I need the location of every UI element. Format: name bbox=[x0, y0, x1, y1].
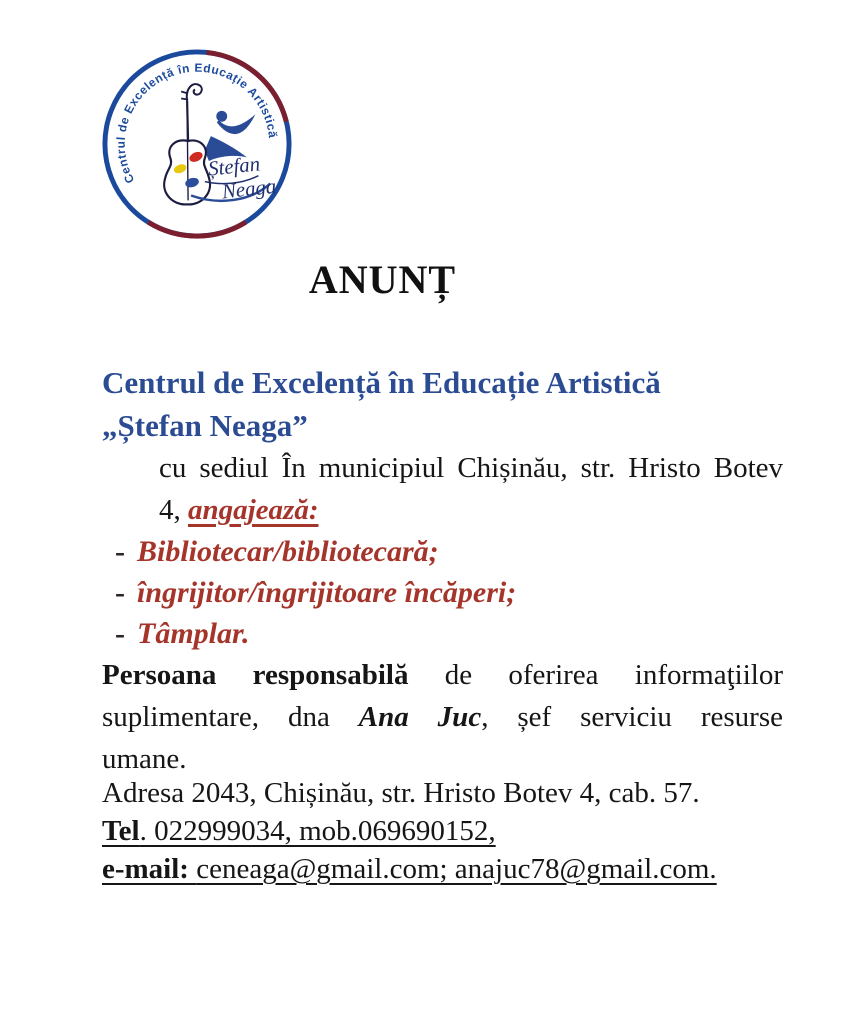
text-run: , șef serviciu resurse bbox=[481, 701, 783, 733]
intro-paragraph bbox=[102, 447, 783, 531]
intro-line-1: cu sediul În municipiul Chișinău, str. Hristo Botev bbox=[159, 452, 783, 484]
responsible-line-3: umane. bbox=[102, 743, 187, 775]
svg-text:Neaga: Neaga bbox=[220, 174, 278, 204]
org-heading-line-2: „Ștefan Neaga” bbox=[102, 408, 308, 443]
email-label: e-mail: bbox=[102, 853, 189, 885]
responsible-line-1 bbox=[102, 654, 783, 696]
email-addresses: ceneaga@gmail.com; anajuc78@gmail.com. bbox=[196, 853, 717, 885]
job-list bbox=[102, 531, 783, 654]
job-item-label: Tâmplar. bbox=[137, 617, 250, 650]
logo-arc-text: Centrul de Excelență în Educație Artistică bbox=[113, 60, 281, 186]
text-run: suplimentare, dna bbox=[102, 701, 359, 733]
org-heading bbox=[102, 361, 783, 447]
job-item bbox=[115, 531, 783, 572]
org-heading-line-1: Centrul de Excelență în Educație Artistică bbox=[102, 365, 661, 400]
responsible-paragraph bbox=[102, 654, 783, 780]
intro-line-2 bbox=[102, 489, 783, 531]
phone-label: Tel bbox=[102, 815, 140, 847]
email-line bbox=[102, 850, 783, 888]
text-run: de oferirea informaţiilor bbox=[408, 659, 783, 691]
responsible-person-label: Persoana responsabilă bbox=[102, 659, 409, 691]
job-item-dash: - bbox=[115, 535, 125, 568]
address-line: Adresa 2043, Chișinău, str. Hristo Botev 4, cab. 57. bbox=[102, 777, 700, 809]
job-item-label: Bibliotecar/bibliotecară; bbox=[137, 535, 439, 568]
responsible-line-2 bbox=[102, 696, 783, 738]
job-item-dash: - bbox=[115, 576, 125, 609]
phone-numbers: . 022999034, mob.069690152, bbox=[139, 815, 496, 847]
job-item-label: îngrijitor/îngrijitoare încăperi; bbox=[137, 576, 517, 609]
phone-line bbox=[102, 812, 783, 850]
page-title: ANUNȚ bbox=[308, 257, 457, 302]
contact-person-name: Ana Juc bbox=[358, 701, 482, 733]
hiring-label: angajează: bbox=[188, 494, 319, 526]
job-item-dash: - bbox=[115, 617, 125, 650]
svg-text:Ștefan: Ștefan bbox=[206, 152, 262, 181]
text-run: 4, bbox=[159, 494, 188, 526]
job-item bbox=[115, 613, 783, 654]
announcement-body bbox=[102, 0, 783, 888]
job-item bbox=[115, 572, 783, 613]
